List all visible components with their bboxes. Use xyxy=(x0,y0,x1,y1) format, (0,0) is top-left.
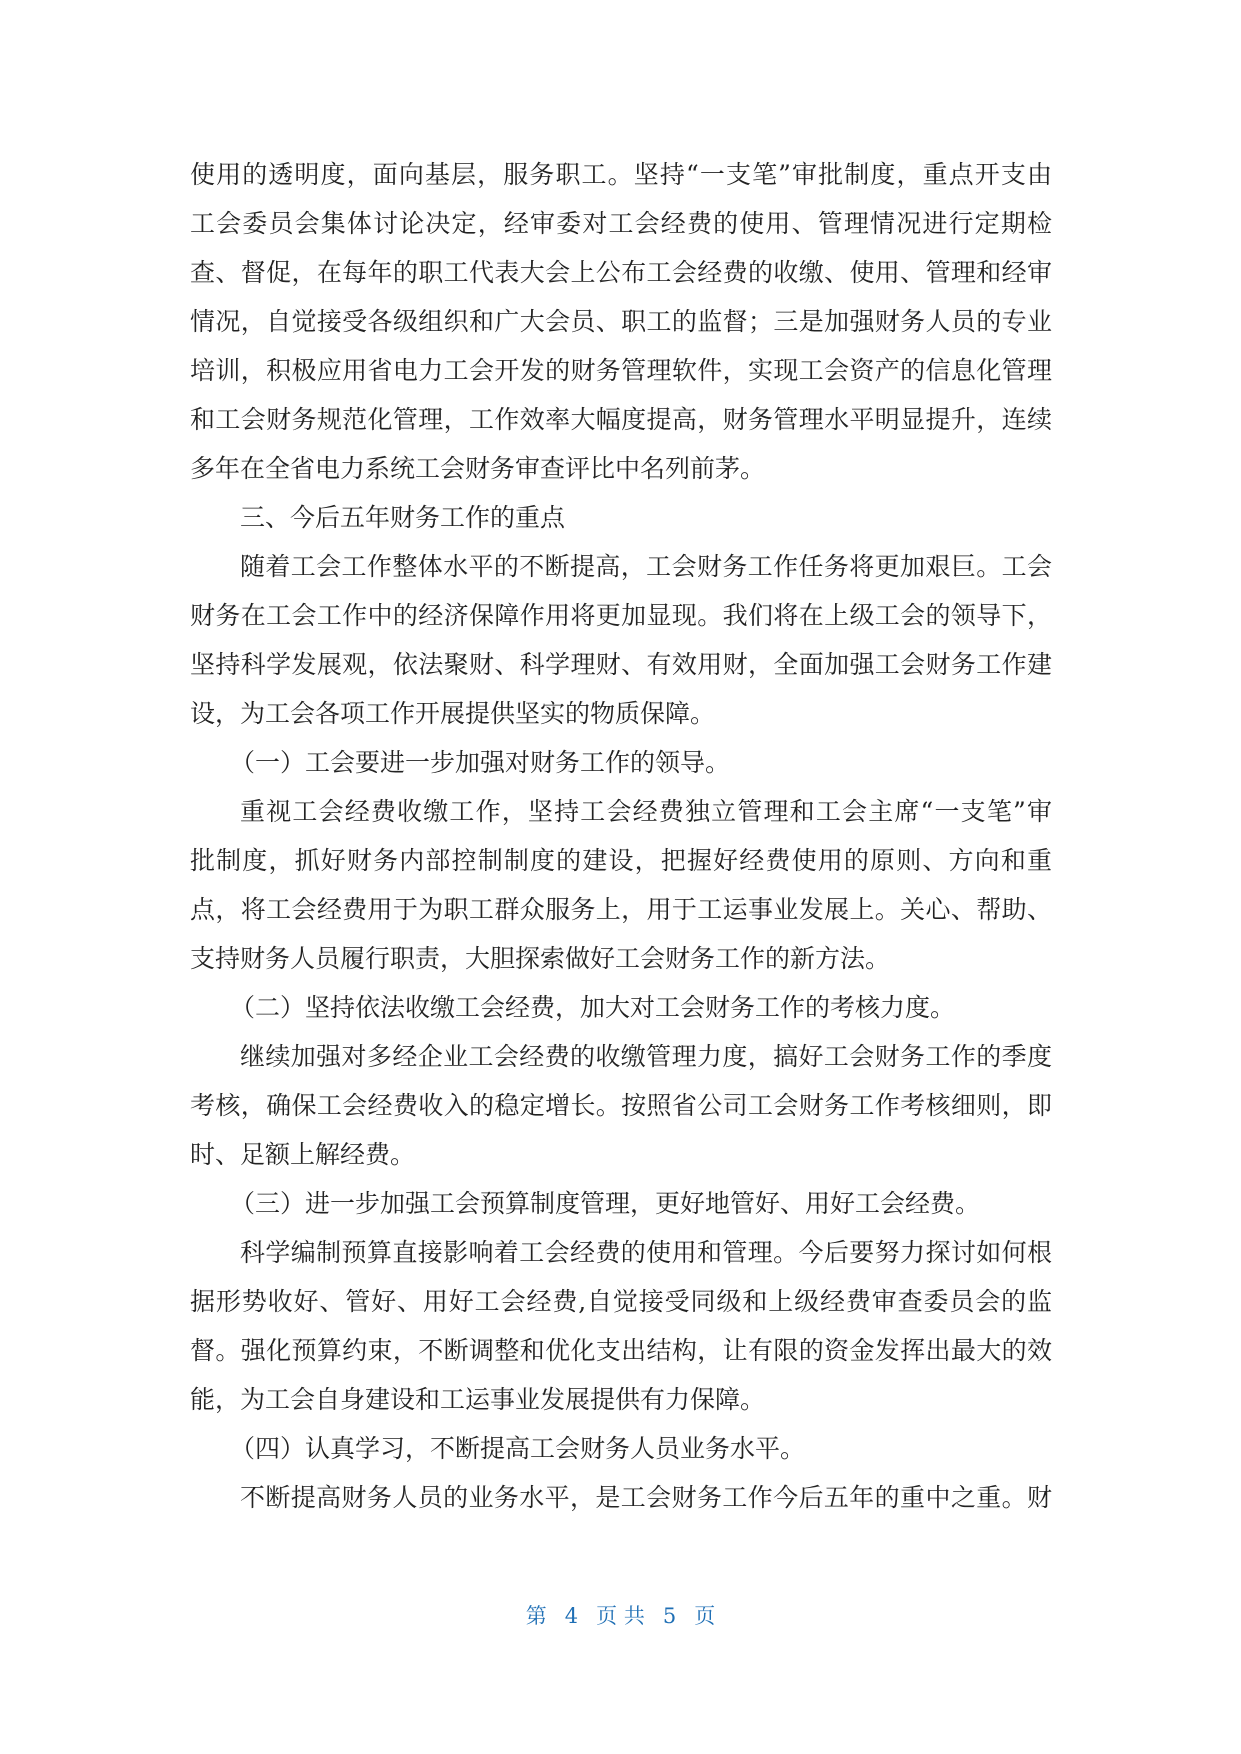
footer-suffix: 页 xyxy=(694,1604,716,1628)
text-line: 工会委员会集体讨论决定，经审委对工会经费的使用、管理情况进行定期检 xyxy=(190,209,1052,238)
footer-total-pages: 5 xyxy=(662,1604,677,1628)
subsection-heading: （一）工会要进一步加强对财务工作的领导。 xyxy=(230,748,731,777)
text-line: 能，为工会自身建设和工运事业发展提供有力保障。 xyxy=(190,1385,766,1414)
text-line: 督。强化预算约束，不断调整和优化支出结构，让有限的资金发挥出最大的效 xyxy=(190,1336,1052,1365)
text-line: 继续加强对多经企业工会经费的收缴管理力度，搞好工会财务工作的季度 xyxy=(240,1042,1052,1071)
text-line: 和工会财务规范化管理，工作效率大幅度提高，财务管理水平明显提升，连续 xyxy=(190,405,1052,434)
text-line: 批制度，抓好财务内部控制制度的建设，把握好经费使用的原则、方向和重 xyxy=(190,846,1052,875)
text-line: 培训，积极应用省电力工会开发的财务管理软件，实现工会资产的信息化管理 xyxy=(190,356,1052,385)
text-line: 查、督促，在每年的职工代表大会上公布工会经费的收缴、使用、管理和经审 xyxy=(190,258,1052,287)
text-line: 财务在工会工作中的经济保障作用将更加显现。我们将在上级工会的领导下， xyxy=(190,601,1052,630)
text-line: 时、足额上解经费。 xyxy=(190,1140,416,1169)
text-line: 不断提高财务人员的业务水平，是工会财务工作今后五年的重中之重。财 xyxy=(240,1483,1052,1512)
footer-current-page: 4 xyxy=(564,1604,579,1628)
text-line: 考核，确保工会经费收入的稳定增长。按照省公司工会财务工作考核细则，即 xyxy=(190,1091,1052,1120)
text-line: 支持财务人员履行职责，大胆探索做好工会财务工作的新方法。 xyxy=(190,944,891,973)
document-body xyxy=(190,150,1052,1522)
text-line: 坚持科学发展观，依法聚财、科学理财、有效用财，全面加强工会财务工作建 xyxy=(190,650,1052,679)
text-line: 多年在全省电力系统工会财务审查评比中名列前茅。 xyxy=(190,454,766,483)
text-line: 设，为工会各项工作开展提供坚实的物质保障。 xyxy=(190,699,716,728)
text-line: 重视工会经费收缴工作，坚持工会经费独立管理和工会主席“一支笔”审 xyxy=(240,797,1052,826)
subsection-heading: （二）坚持依法收缴工会经费，加大对工会财务工作的考核力度。 xyxy=(230,993,956,1022)
footer-middle: 页 共 xyxy=(596,1604,645,1628)
text-line: 点，将工会经费用于为职工群众服务上，用于工运事业发展上。关心、帮助、 xyxy=(190,895,1052,924)
text-line: 使用的透明度，面向基层，服务职工。坚持“一支笔”审批制度，重点开支由 xyxy=(190,160,1052,189)
subsection-heading: （三）进一步加强工会预算制度管理，更好地管好、用好工会经费。 xyxy=(230,1189,981,1218)
page-footer xyxy=(0,1600,1241,1630)
text-line: 情况，自觉接受各级组织和广大会员、职工的监督；三是加强财务人员的专业 xyxy=(190,307,1052,336)
section-heading: 三、今后五年财务工作的重点 xyxy=(240,503,566,532)
subsection-heading: （四）认真学习，不断提高工会财务人员业务水平。 xyxy=(230,1434,806,1463)
footer-prefix: 第 xyxy=(525,1604,547,1628)
text-line: 随着工会工作整体水平的不断提高，工会财务工作任务将更加艰巨。工会 xyxy=(240,552,1052,581)
text-line: 据形势收好、管好、用好工会经费,自觉接受同级和上级经费审查委员会的监 xyxy=(190,1287,1052,1316)
text-line: 科学编制预算直接影响着工会经费的使用和管理。今后要努力探讨如何根 xyxy=(240,1238,1052,1267)
